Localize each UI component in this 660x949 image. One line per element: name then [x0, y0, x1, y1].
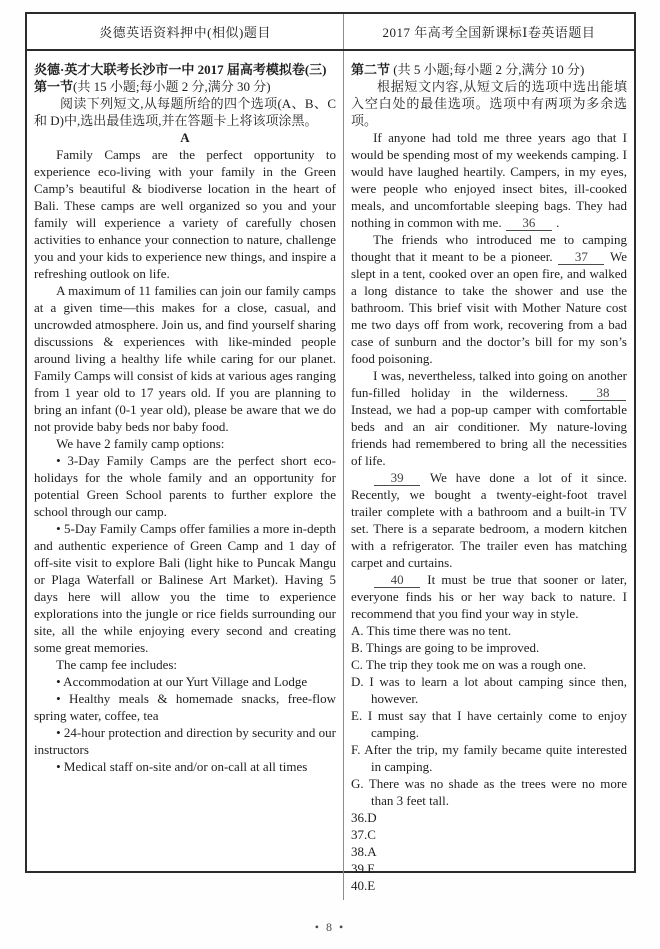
text-run: I was, nevertheless, talked into going on another fun-filled holiday in the wilderness. [351, 368, 627, 400]
text-run: We have 2 family camp options: [56, 436, 225, 451]
text-run: 第二节 [351, 62, 391, 77]
text-run: C. The trip they took me on was a rough one. [351, 657, 587, 672]
passage-label [34, 129, 336, 146]
text-run: • 24-hour protection and direction by security and our instructors [34, 725, 336, 757]
text-run: A maximum of 11 families can join our family camps at a given time—this makes for a close, casual, and uncrowded atmosphere. Join us, and find yourself sharing discussions & experiences with like-minded people around living a healthy life while caring for our planet. Family Camps will consist of kids at various ages ranging from 1 year old to 17 years old. If you are planning to bring an infant (0-1 year old), please be aware that we do not provide baby beds nor baby food. [34, 283, 336, 434]
right-column [344, 51, 634, 900]
answer-line [351, 826, 627, 843]
bullet-item [34, 724, 336, 758]
paper-title [34, 61, 336, 78]
text-run: (共 5 小题;每小题 2 分,满分 10 分) [390, 62, 585, 77]
text-run: It must be true that sooner or later, everyone finds his or her way back to nature. I recommend that you find your way in style. [351, 572, 627, 621]
text-run: • Medical staff on-site and/or on-call at all times [56, 759, 308, 774]
text-run: 38.A [351, 844, 377, 859]
table-body-row [27, 51, 634, 900]
instructions-paragraph [351, 78, 627, 129]
option-item [351, 622, 627, 639]
option-item [351, 639, 627, 656]
passage-paragraph [351, 367, 627, 469]
text-run: D. I was to learn a lot about camping since then, however. [351, 674, 627, 706]
answer-line [351, 843, 627, 860]
text-run: G. There was no shade as the trees were no more than 3 feet tall. [351, 776, 627, 808]
passage-paragraph [351, 231, 627, 367]
text-run: We slept in a tent, cooked over an open fire, and walked a long distance to take the shower and use the bathroom. This brief visit with Mother Nature cost me two days off from work, recovering from a bad case of sunburn and the doctor’s bill for my son’s food poisoning. [351, 249, 628, 366]
table-header-row [27, 14, 634, 51]
text-run: . [552, 215, 560, 230]
text-run: 37.C [351, 827, 376, 842]
answer-line [351, 877, 627, 894]
text-run: • Healthy meals & homemade snacks, free-flow spring water, coffee, tea [34, 691, 336, 723]
page-number: • 8 • [314, 920, 346, 934]
text-run: F. After the trip, my family became quite interested in camping. [351, 742, 627, 774]
passage-paragraph [34, 146, 336, 282]
text-run: (共 15 小题;每小题 2 分,满分 30 分) [73, 79, 271, 94]
blank-38: 38 [580, 386, 626, 401]
text-run: 阅读下列短文,从每题所给的四个选项(A、B、C 和 D)中,选出最佳选项,并在答题卡上将该项涂黑。 [34, 96, 336, 128]
answer-line [351, 809, 627, 826]
bullet-item [34, 673, 336, 690]
section-heading [351, 61, 627, 78]
text-run: B. Things are going to be improved. [351, 640, 540, 655]
blank-39: 39 [374, 471, 420, 486]
text-run: • Accommodation at our Yurt Village and Lodge [56, 674, 308, 689]
text-run: We have done a lot of it since. Recently, we bought a twenty-eight-foot travel trailer complete with a bathroom and a built-in TV set. There is a separate bedroom, a modern kitchen with a refrigerator. The trailer even has matching carpet and curtains. [351, 470, 627, 570]
passage-paragraph [351, 571, 627, 622]
text-run: 39.F [351, 861, 375, 876]
left-column [27, 51, 344, 900]
passage-paragraph [34, 656, 336, 673]
bullet-item [34, 520, 336, 656]
blank-40: 40 [374, 573, 420, 588]
text-run: E. I must say that I have certainly come to enjoy camping. [351, 708, 627, 740]
option-item [351, 775, 627, 809]
blank-36: 36 [506, 216, 552, 231]
text-run: A. This time there was no tent. [351, 623, 512, 638]
instructions-paragraph [34, 95, 336, 129]
text-run: • 3-Day Family Camps are the perfect short eco-holidays for the whole family and an opportunity for potential Green School parents to further explore the school through our camp. [34, 453, 336, 519]
header-cell-gaokao-questions: 2017 年高考全国新课标Ⅰ卷英语题目 [382, 25, 596, 40]
text-run: Family Camps are the perfect opportunity to experience eco-living with your family in the Green Camp’s beautiful & biodiverse location in the heart of Bali. These camps are well organized so you and your family will experience a variety of carefully chosen activities to enhance your connection to nature, challenge you and your kids to experience new things, and inspire a refreshing outlook on life. [34, 147, 336, 281]
text-run: The friends who introduced me to camping thought that it meant to be a pioneer. [351, 232, 627, 264]
option-item [351, 656, 627, 673]
comparison-table [25, 12, 636, 893]
text-run: The camp fee includes: [56, 657, 178, 672]
option-item [351, 673, 627, 707]
blank-37: 37 [558, 250, 604, 265]
answer-line [351, 860, 627, 877]
text-run: 根据短文内容,从短文后的选项中选出能填入空白处的最佳选项。选项中有两项为多余选项。 [351, 79, 627, 128]
header-cell-similar-questions: 炎德英语资料押中(相似)题目 [27, 14, 344, 49]
option-item [351, 707, 627, 741]
bullet-item [34, 690, 336, 724]
text-run: 炎德·英才大联考长沙市一中 2017 届高考模拟卷(三) [34, 62, 327, 77]
passage-paragraph [34, 435, 336, 452]
text-run: 36.D [351, 810, 377, 825]
option-item [351, 741, 627, 775]
text-run: A [180, 130, 190, 145]
bullet-item [34, 758, 336, 775]
passage-paragraph [351, 469, 627, 571]
bullet-item [34, 452, 336, 520]
text-run: 40.E [351, 878, 376, 893]
text-run: If anyone had told me three years ago that I would be spending most of my weekends camping. I would have laughed heartily. Campers, in my eyes, were people who enjoyed insect bites, ill-cooked meals, and uncomfortable sleeping bags. They had nothing in common with me. [351, 130, 627, 230]
text-run: • 5-Day Family Camps offer families a more in-depth and authentic experience of Green Camp and 1 day of off-site visit to explore Bali (light hike to Puncak Mangu or Plaga Waterfall or Balinese Art Market). Having 5 days here will allow you the time to experience explorations into the jungle or rice fields surrounding our site, all the while enjoying every second and creating some great memories. [34, 521, 336, 655]
section-heading [34, 78, 336, 95]
text-run: Instead, we had a pop-up camper with comfortable beds and an air conditioner. My nature-loving friends had remembered to bring all the necessities of life. [351, 402, 627, 468]
text-run: 第一节 [34, 79, 74, 94]
passage-paragraph [34, 282, 336, 435]
passage-paragraph [351, 129, 627, 231]
